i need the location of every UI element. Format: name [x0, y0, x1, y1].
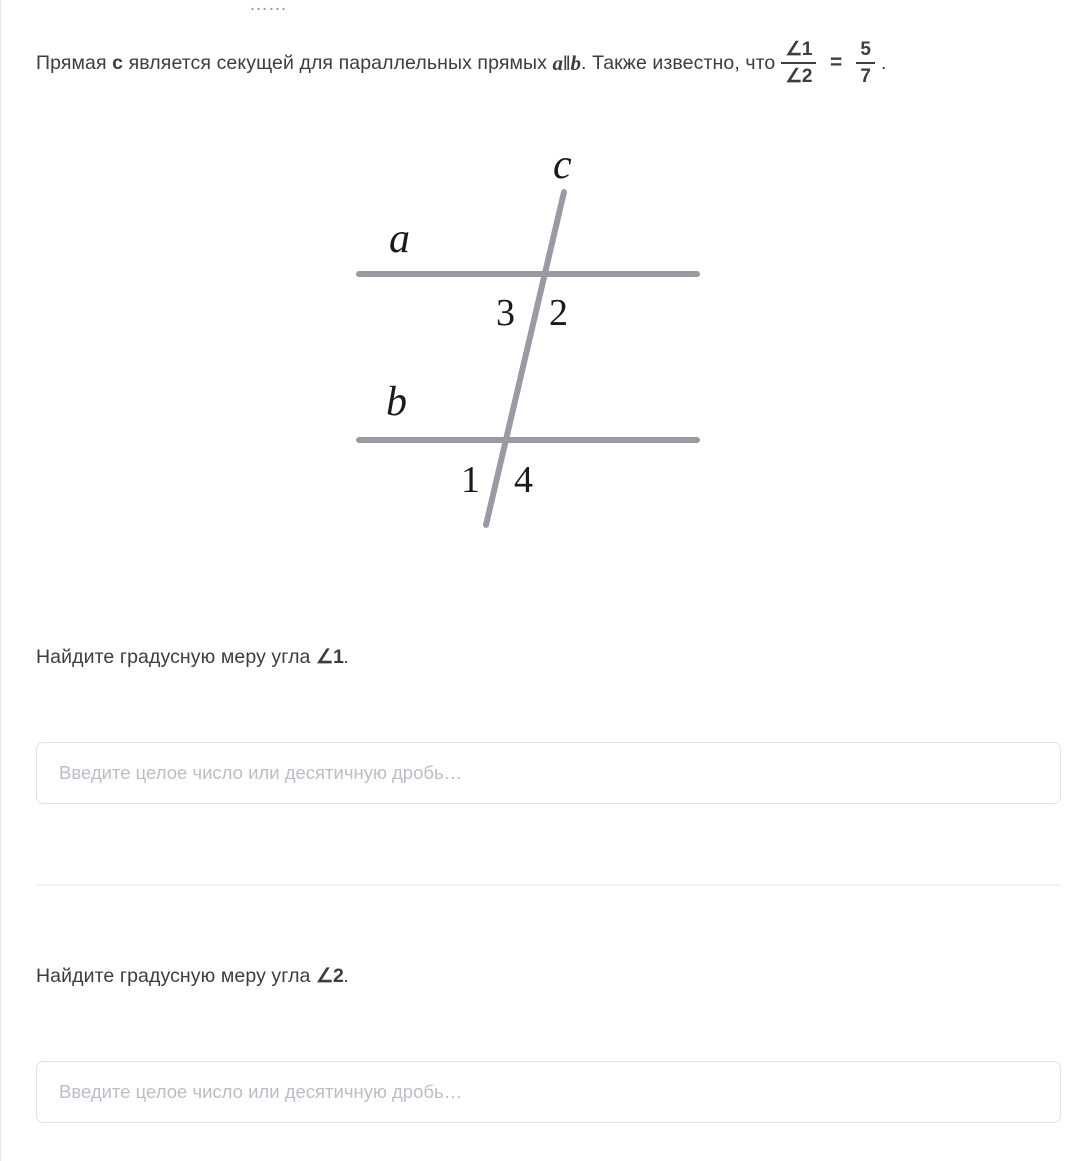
question-1-suffix: . — [343, 646, 349, 668]
fraction-denominator-angle2: ∠2 — [781, 62, 816, 86]
section-divider — [36, 884, 1061, 886]
problem-statement — [36, 40, 1051, 86]
fraction-numerator-angle1: ∠1 — [785, 39, 812, 60]
statement-part-3: . Также известно, что — [581, 52, 776, 74]
equals-sign: = — [829, 51, 843, 74]
statement-part-2: является секущей для параллельных прямых — [128, 52, 547, 74]
label-b: b — [386, 379, 407, 425]
cut-off-text-sliver: …… — [249, 0, 287, 15]
angle-label-2: 2 — [549, 292, 568, 334]
question-2-angle: ∠2 — [316, 965, 344, 987]
label-a: a — [389, 216, 410, 262]
fraction-numerator-five: 5 — [860, 39, 872, 60]
ratio-fraction-left — [781, 40, 816, 86]
ratio-fraction-right — [856, 40, 875, 86]
question-1-text: Найдите градусную меру угла — [36, 646, 311, 668]
geometry-figure — [1, 120, 1081, 560]
question-1-prompt — [36, 643, 349, 671]
line-c-label-inline: c — [112, 52, 124, 74]
parallel-lines-diagram — [331, 120, 751, 560]
parallel-lines-label-inline: a‖b — [552, 51, 582, 75]
statement-part-1: Прямая — [36, 52, 107, 74]
question-1-angle: ∠1 — [316, 646, 344, 668]
answer-input-angle-1[interactable] — [36, 742, 1061, 804]
answer-input-angle-2[interactable] — [36, 1061, 1061, 1123]
question-2-suffix: . — [343, 965, 349, 987]
statement-period: . — [881, 52, 887, 74]
question-2-text: Найдите градусную меру угла — [36, 965, 311, 987]
label-c: c — [553, 142, 572, 188]
angle-label-4: 4 — [514, 459, 533, 501]
question-2-prompt — [36, 962, 349, 990]
fraction-denominator-seven: 7 — [856, 62, 875, 86]
angle-label-3: 3 — [496, 292, 515, 334]
angle-label-1: 1 — [461, 459, 480, 501]
